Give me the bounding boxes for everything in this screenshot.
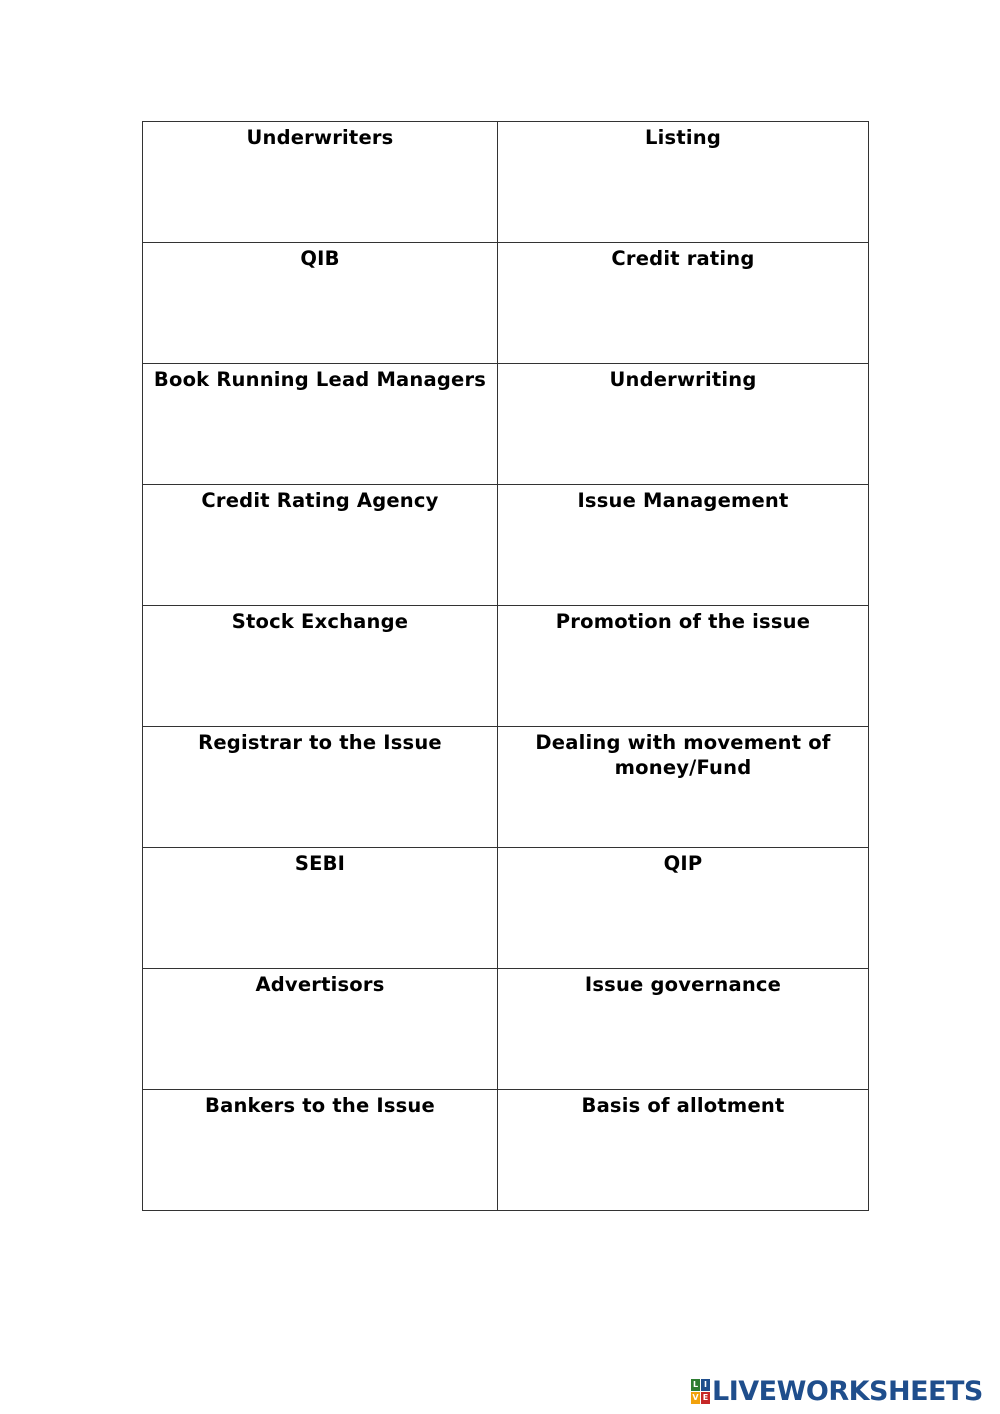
left-term-cell: Bankers to the Issue (143, 1090, 498, 1211)
left-term-cell: Underwriters (143, 122, 498, 243)
left-term-cell: SEBI (143, 848, 498, 969)
right-term-cell: Underwriting (498, 364, 869, 485)
right-term-cell: Listing (498, 122, 869, 243)
right-term-cell: Promotion of the issue (498, 606, 869, 727)
right-term-cell: Dealing with movement of money/Fund (498, 727, 869, 848)
right-term-cell: Credit rating (498, 243, 869, 364)
table-row (143, 727, 869, 848)
right-term-cell: QIP (498, 848, 869, 969)
matching-table (142, 121, 869, 1211)
logo-wordmark: LIVEWORKSHEETS (712, 1375, 983, 1407)
logo-mark-icon (691, 1379, 710, 1404)
right-term-cell: Issue governance (498, 969, 869, 1090)
left-term-cell: Stock Exchange (143, 606, 498, 727)
logo-letter-v: V (692, 1392, 699, 1402)
logo-letter-l: L (692, 1379, 699, 1389)
left-term-cell: Book Running Lead Managers (143, 364, 498, 485)
liveworksheets-logo (691, 1373, 983, 1409)
left-term-cell: QIB (143, 243, 498, 364)
table-row (143, 606, 869, 727)
logo-letter-i: I (701, 1379, 710, 1391)
right-term-cell: Issue Management (498, 485, 869, 606)
left-term-cell: Credit Rating Agency (143, 485, 498, 606)
table-row (143, 485, 869, 606)
left-term-cell: Advertisors (143, 969, 498, 1090)
table-row (143, 243, 869, 364)
right-term-cell: Basis of allotment (498, 1090, 869, 1211)
table-row (143, 364, 869, 485)
table-row (143, 1090, 869, 1211)
logo-letter-e: E (702, 1392, 709, 1402)
left-term-cell: Registrar to the Issue (143, 727, 498, 848)
table-row (143, 969, 869, 1090)
table-row (143, 848, 869, 969)
table-row (143, 122, 869, 243)
